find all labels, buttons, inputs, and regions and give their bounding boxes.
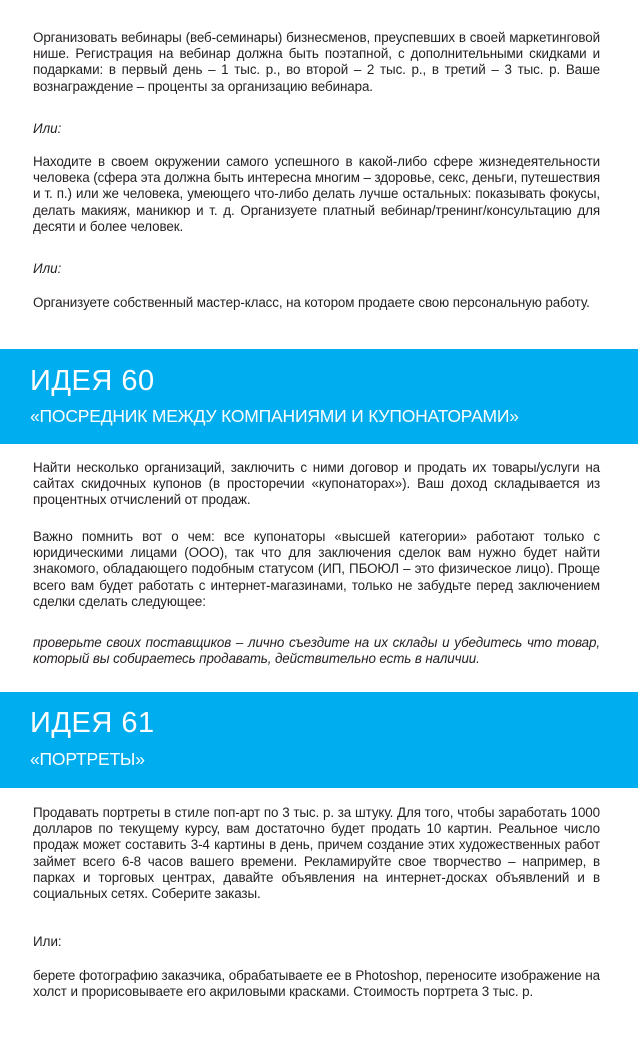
idea-60-subtitle: «ПОСРЕДНИК МЕЖДУ КОМПАНИЯМИ И КУПОНАТОРАМИ»	[30, 406, 519, 426]
or-label-1	[33, 121, 600, 137]
paragraph-text: проверьте своих поставщиков – лично съездите на их склады и убедитесь что товар, который вы собираетесь продавать, действительно есть в наличии.	[33, 635, 600, 667]
idea-61-subtitle: «ПОРТРЕТЫ»	[30, 749, 145, 769]
or-text: Или:	[33, 934, 62, 949]
idea-60-title: ИДЕЯ 60	[30, 365, 155, 397]
idea-60-paragraph-1	[33, 460, 600, 509]
idea-61-title: ИДЕЯ 61	[30, 707, 155, 739]
paragraph-text: Организовать вебинары (веб-семинары) бизнесменов, преуспевших в своей маркетинговой нише. Регистрация на вебинар должна быть поэтапной, с дополнительными скидками и подарками: в первый день – 1 тыс. р., во второй – 2 тыс. р., в третий – 3 тыс. р. Ваше вознаграждение – проценты за организацию вебинара.	[33, 30, 600, 94]
or-label-3	[33, 934, 600, 950]
paragraph-text: Организуете собственный мастер-класс, на котором продаете свою персональную работу.	[33, 295, 590, 310]
intro-paragraph-3	[33, 295, 600, 311]
idea-60-paragraph-2	[33, 529, 600, 610]
paragraph-text: берете фотографию заказчика, обрабатываете ее в Photoshop, переносите изображение на холст и прорисовываете его акриловыми красками. Стоимость портрета 3 тыс. р.	[33, 968, 600, 1000]
paragraph-text: Продавать портреты в стиле поп-арт по 3 тыс. р. за штуку. Для того, чтобы заработать 1000 долларов по текущему курсу, вам достаточно будет продать 10 картин. Реальное число продаж может составить 3-4 картины в день, причем создание этих художественных работ займет всего 6-8 часов вашего времени. Рекламируйте свое творчество – например, в парках и торговых центрах, давайте объявления на интернет-досках объявлений и в социальных сетях. Соберите заказы.	[33, 805, 600, 902]
or-text: Или:	[33, 121, 62, 136]
idea-61-banner	[0, 692, 638, 788]
or-text: Или:	[33, 261, 62, 276]
idea-60-banner	[0, 349, 638, 444]
idea-60-paragraph-3	[33, 635, 600, 667]
idea-61-paragraph-1	[33, 805, 600, 902]
paragraph-text: Важно помнить вот о чем: все купонаторы «высшей категории» работают только с юридическими лицами (ООО), так что для заключения сделок вам нужно будет найти знакомого, обладающего подобным статусом (ИП, ПБОЮЛ – это физическое лицо). Проще всего вам будет работать с интернет-магазинами, только не забудьте перед заключением сделки сделать следующее:	[33, 529, 600, 609]
idea-61-paragraph-2	[33, 968, 600, 1000]
paragraph-text: Находите в своем окружении самого успешного в какой-либо сфере жизнедеятельности человека (сфера эта должна быть интересна многим – здоровье, секс, деньги, путешествия и т. п.) или же человека, умеющего что-либо делать лучше остальных: показывать фокусы, делать макияж, маникюр и т. д. Организуете платный вебинар/тренинг/консультацию для десяти и более человек.	[33, 154, 600, 234]
paragraph-text: Найти несколько организаций, заключить с ними договор и продать их товары/услуги на сайтах скидочных купонов (в просторечии «купонаторах»). Ваш доход складывается из процентных отчислений от продаж.	[33, 460, 600, 508]
intro-paragraph-2	[33, 154, 600, 235]
or-label-2	[33, 261, 600, 277]
intro-paragraph-1	[33, 30, 600, 95]
